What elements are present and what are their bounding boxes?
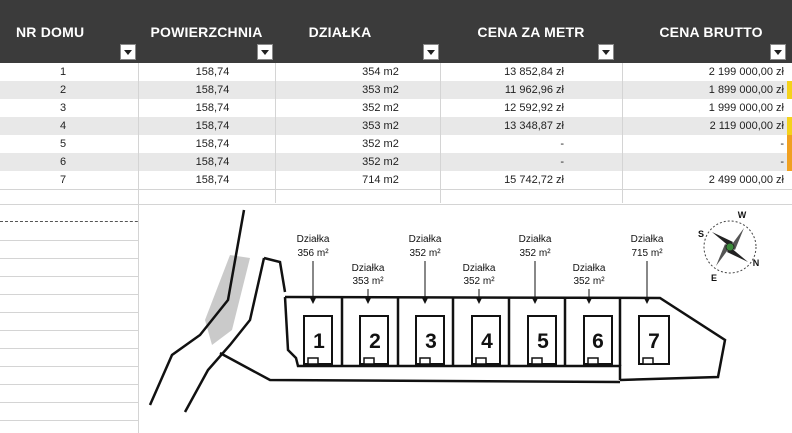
gridline (0, 420, 138, 421)
gridline (0, 258, 138, 259)
header-cena-brutto (622, 0, 792, 63)
filter-dropdown-button[interactable] (120, 44, 136, 60)
chevron-down-icon (427, 50, 435, 55)
chevron-down-icon (124, 50, 132, 55)
cell-area[interactable]: 158,74 (195, 66, 230, 78)
filter-dropdown-button[interactable] (770, 44, 786, 60)
filter-dropdown-button[interactable] (598, 44, 614, 60)
cell-nr[interactable]: 1 (59, 66, 67, 78)
header-dzialka (275, 0, 440, 63)
cell-plot[interactable]: 352 m2 (362, 156, 399, 168)
table-row[interactable] (0, 153, 792, 171)
house-number: 5 (537, 330, 549, 353)
cell-plot[interactable]: 352 m2 (362, 138, 399, 150)
cell-gross-price[interactable]: 2 199 000,00 zł (708, 66, 784, 78)
compass-e: E (710, 273, 718, 283)
plot-area: 352 m² (463, 276, 495, 287)
compass-w: W (737, 210, 747, 220)
gridline (622, 63, 623, 203)
cell-nr[interactable]: 2 (59, 84, 67, 96)
cell-price-per-m[interactable]: 13 348,87 zł (504, 120, 564, 132)
gridline (0, 384, 138, 385)
cell-gross-price[interactable]: 1 899 000,00 zł (708, 84, 784, 96)
house-number: 7 (648, 330, 660, 353)
header-label: POWIERZCHNIA (150, 24, 263, 40)
table-row[interactable] (0, 135, 792, 153)
header-label: NR DOMU (16, 24, 85, 40)
highlight-marker (787, 117, 792, 135)
gridline (0, 348, 138, 349)
chevron-down-icon (774, 50, 782, 55)
filter-dropdown-button[interactable] (423, 44, 439, 60)
cell-plot[interactable]: 353 m2 (362, 120, 399, 132)
cell-price-per-m[interactable]: - (560, 156, 564, 168)
plot-area: 352 m² (573, 276, 605, 287)
cell-nr[interactable]: 6 (59, 156, 67, 168)
header-label: DZIAŁKA (308, 24, 372, 40)
gridline (275, 63, 276, 203)
cell-area[interactable]: 158,74 (195, 120, 230, 132)
cell-nr[interactable]: 3 (59, 102, 67, 114)
house-number: 3 (425, 330, 437, 353)
table-row[interactable] (0, 99, 792, 117)
filter-dropdown-button[interactable] (257, 44, 273, 60)
header-cena-za-metr (440, 0, 622, 63)
gridline (440, 63, 441, 203)
gridline (0, 294, 138, 295)
cell-gross-price[interactable]: 1 999 000,00 zł (708, 102, 784, 114)
compass-s: S (697, 229, 705, 239)
header-label: CENA ZA METR (477, 24, 585, 40)
table-row[interactable] (0, 81, 792, 99)
highlight-marker (787, 135, 792, 171)
chevron-down-icon (261, 50, 269, 55)
cell-nr[interactable]: 5 (59, 138, 67, 150)
cell-area[interactable]: 158,74 (195, 102, 230, 114)
plot-label: Działka (351, 263, 385, 274)
plot-label: Działka (572, 263, 606, 274)
plot-area: 715 m² (631, 248, 663, 259)
cell-plot[interactable]: 354 m2 (362, 66, 399, 78)
cell-price-per-m[interactable]: 13 852,84 zł (504, 66, 564, 78)
cell-price-per-m[interactable]: 11 962,96 zł (504, 84, 564, 96)
house-number: 2 (369, 330, 381, 353)
house-number: 4 (481, 330, 493, 353)
table-row[interactable] (0, 171, 792, 189)
gridline (0, 330, 138, 331)
gridline (0, 189, 792, 190)
cell-price-per-m[interactable]: - (560, 138, 564, 150)
plot-area: 352 m² (519, 248, 551, 259)
site-plan-image[interactable] (139, 205, 792, 433)
cell-plot[interactable]: 714 m2 (362, 174, 399, 186)
chevron-down-icon (602, 50, 610, 55)
cell-price-per-m[interactable]: 12 592,92 zł (504, 102, 564, 114)
cell-nr[interactable]: 7 (59, 174, 67, 186)
plot-label: Działka (296, 234, 330, 245)
plot-area: 353 m² (352, 276, 384, 287)
highlight-marker (787, 81, 792, 99)
gridline (0, 402, 138, 403)
compass-n: N (752, 258, 760, 268)
table-row[interactable] (0, 63, 792, 81)
table-row[interactable] (0, 117, 792, 135)
plot-area: 352 m² (409, 248, 441, 259)
plot-area: 356 m² (297, 248, 329, 259)
gridline (0, 312, 138, 313)
gridline (0, 276, 138, 277)
plot-label: Działka (408, 234, 442, 245)
cell-gross-price[interactable]: - (780, 138, 784, 150)
cell-area[interactable]: 158,74 (195, 138, 230, 150)
plot-label: Działka (630, 234, 664, 245)
cell-plot[interactable]: 352 m2 (362, 102, 399, 114)
cell-gross-price[interactable]: 2 499 000,00 zł (708, 174, 784, 186)
header-label: CENA BRUTTO (659, 24, 763, 40)
cell-plot[interactable]: 353 m2 (362, 84, 399, 96)
cell-price-per-m[interactable]: 15 742,72 zł (504, 174, 564, 186)
cell-area[interactable]: 158,74 (195, 84, 230, 96)
gridline (0, 366, 138, 367)
table-header (0, 0, 792, 63)
cell-gross-price[interactable]: - (780, 156, 784, 168)
cell-nr[interactable]: 4 (59, 120, 67, 132)
house-number: 6 (592, 330, 604, 353)
header-nr-domu (0, 0, 138, 63)
gridline (0, 240, 138, 241)
header-powierzchnia (138, 0, 275, 63)
cell-area[interactable]: 158,74 (195, 156, 230, 168)
plot-label: Działka (518, 234, 552, 245)
cell-area[interactable]: 158,74 (195, 174, 230, 186)
cell-gross-price[interactable]: 2 119 000,00 zł (709, 120, 784, 132)
house-number: 1 (313, 330, 325, 353)
plot-label: Działka (462, 263, 496, 274)
